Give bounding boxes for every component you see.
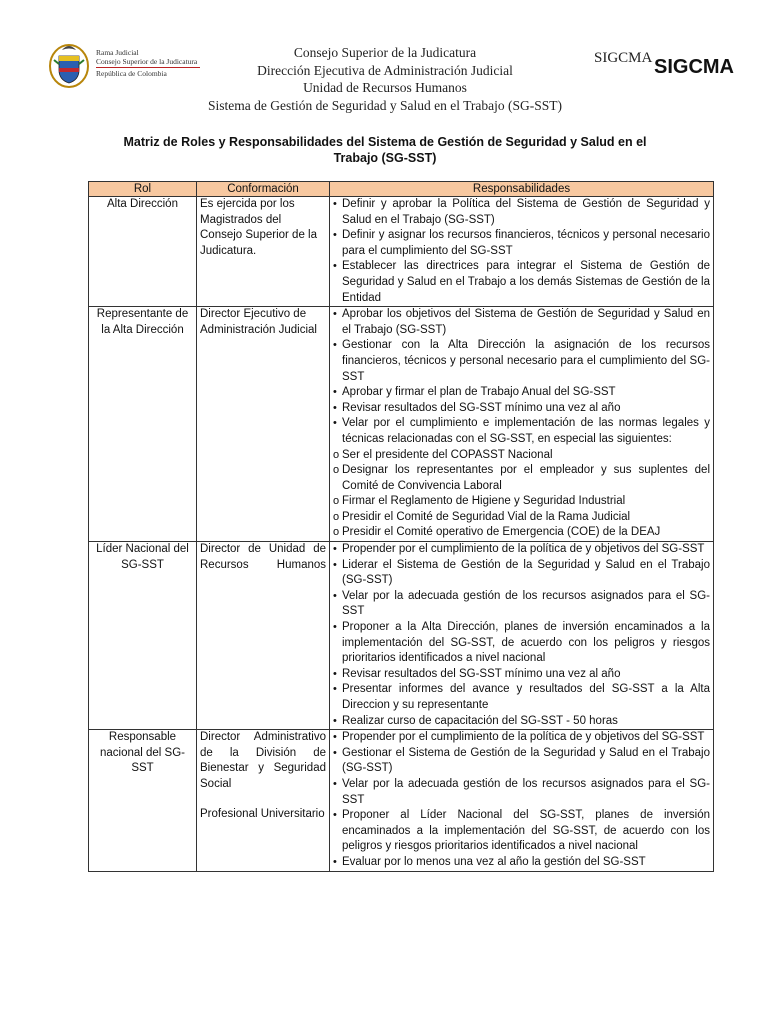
bullet-icon: • xyxy=(333,339,337,352)
document-header xyxy=(175,44,595,114)
list-item: • Propender por el cumplimiento de la política de y objetivos del SG-SST xyxy=(333,542,710,558)
bullet-icon: • xyxy=(333,809,337,822)
list-item: • Gestionar el Sistema de Gestión de la Seguridad y Salud en el Trabajo (SG-SST) xyxy=(333,746,710,775)
conformacion-cell xyxy=(197,730,330,871)
conformacion-cell: Director Ejecutivo de Administración Judicial xyxy=(197,307,330,542)
list-item: • Aprobar y firmar el plan de Trabajo Anual del SG-SST xyxy=(333,385,710,401)
logo-line-2: Consejo Superior de la Judicatura xyxy=(96,57,198,66)
header-line-4: Sistema de Gestión de Seguridad y Salud en el Trabajo (SG-SST) xyxy=(208,97,562,113)
header-line-1: Consejo Superior de la Judicatura xyxy=(293,45,477,60)
sigcma-label-small: SIGCMA xyxy=(594,50,653,66)
logo-line-1: Rama Judicial xyxy=(96,48,139,57)
list-item: • Propender por el cumplimiento de la política de y objetivos del SG-SST xyxy=(333,730,710,746)
conformacion-text: Director Administrativo de la División de Bienestar y Seguridad Social xyxy=(200,731,326,790)
list-item: • Velar por la adecuada gestión de los recursos asignados para el SG-SST xyxy=(333,777,710,806)
header-responsabilidades: Responsabilidades xyxy=(330,182,714,197)
header-rol: Rol xyxy=(89,182,197,197)
circle-bullet-icon: o xyxy=(333,526,340,539)
bullet-icon: • xyxy=(333,229,337,242)
bullet-icon: • xyxy=(333,198,337,210)
table-row xyxy=(89,197,714,307)
bullet-icon: • xyxy=(333,667,337,680)
list-item: • Definir y aprobar la Política del Sistema de Gestión de Seguridad y Salud en el Trabajo (SG-SST) xyxy=(333,198,710,226)
circle-bullet-icon: o xyxy=(333,464,340,477)
circle-bullet-icon: o xyxy=(333,510,340,523)
bullet-icon: • xyxy=(333,543,337,556)
roles-matrix-table xyxy=(88,181,714,872)
logo-line-3: República de Colombia xyxy=(96,69,167,78)
list-item: • Realizar curso de capacitación del SG-SST - 50 horas xyxy=(333,714,710,730)
bullet-icon: • xyxy=(333,558,337,571)
list-item: • Gestionar con la Alta Dirección la asignación de los recursos financieros, técnicos y personal necesario para el cumplimiento del SG-SST xyxy=(333,339,710,383)
list-item: • Liderar el Sistema de Gestión de la Seguridad y Salud en el Trabajo (SG-SST) xyxy=(333,558,710,587)
list-item: • Revisar resultados del SG-SST mínimo una vez al año xyxy=(333,667,710,683)
conformacion-text-2: Profesional Universitario xyxy=(200,807,325,820)
table-row xyxy=(89,542,714,730)
responsabilidades-cell xyxy=(330,730,714,871)
bullet-icon: • xyxy=(333,746,337,759)
bullet-icon: • xyxy=(333,855,337,868)
sigcma-label-large: SIGCMA xyxy=(654,56,734,78)
rol-cell: Responsable nacional del SG-SST xyxy=(89,730,197,871)
responsabilidades-cell xyxy=(330,197,714,307)
bullet-icon: • xyxy=(333,401,337,414)
list-item: • Velar por la adecuada gestión de los recursos asignados para el SG-SST xyxy=(333,589,710,618)
sub-list-item: o Designar los representantes por el empleador y sus suplentes del Comité de Convivencia Laboral xyxy=(333,464,710,492)
circle-bullet-icon: o xyxy=(333,448,340,461)
coat-of-arms-icon xyxy=(46,40,92,90)
conformacion-cell: Director de Unidad de Recursos Humanos xyxy=(197,542,330,730)
list-item: • Establecer las directrices para integrar el Sistema de Gestión de Seguridad y Salud en el Trabajo a los demás Sistemas de Gestión de la Entidad xyxy=(333,260,710,304)
bullet-icon: • xyxy=(333,308,337,321)
list-item: • Revisar resultados del SG-SST mínimo una vez al año xyxy=(333,401,710,417)
list-item: • Proponer a la Alta Dirección, planes de inversión encaminados a la implementación del SG-SST, de acuerdo con los peligros y riesgos prioritarios identificados a nivel nacional xyxy=(333,621,710,665)
circle-bullet-icon: o xyxy=(333,495,340,508)
bullet-icon: • xyxy=(333,386,337,399)
bullet-icon: • xyxy=(333,260,337,273)
bullet-icon: • xyxy=(333,777,337,790)
spacer xyxy=(200,793,326,807)
sub-list-item: o Firmar el Reglamento de Higiene y Seguridad Industrial xyxy=(333,494,710,510)
list-item: • Proponer al Líder Nacional del SG-SST, planes de inversión encaminados a la implementación del SG-SST, de acuerdo con los peligros y riesgos prioritarios identificados a nivel nacional xyxy=(333,809,710,853)
sub-list-item: o Presidir el Comité de Seguridad Vial de la Rama Judicial xyxy=(333,510,710,526)
bullet-icon: • xyxy=(333,589,337,602)
table-row xyxy=(89,730,714,871)
header-conformacion: Conformación xyxy=(197,182,330,197)
list-item: • Evaluar por lo menos una vez al año la gestión del SG-SST xyxy=(333,855,710,871)
bullet-icon: • xyxy=(333,621,337,634)
conformacion-cell: Es ejercida por los Magistrados del Consejo Superior de la Judicatura. xyxy=(197,197,330,307)
bullet-icon: • xyxy=(333,417,337,430)
list-item: • Velar por el cumplimiento e implementación de las normas legales y técnicas relacionadas con el SG-SST, en especial las siguientes: xyxy=(333,417,710,445)
rol-cell: Líder Nacional del SG-SST xyxy=(89,542,197,730)
list-item: • Definir y asignar los recursos financieros, técnicos y personal necesario para el cumplimiento del SG-SST xyxy=(333,229,710,257)
bullet-icon: • xyxy=(333,731,337,744)
header-line-2: Dirección Ejecutiva de Administración Judicial xyxy=(257,62,513,78)
rol-cell: Alta Dirección xyxy=(89,197,197,307)
list-item: • Aprobar los objetivos del Sistema de Gestión de Seguridad y Salud en el Trabajo (SG-SST) xyxy=(333,308,710,336)
responsabilidades-cell xyxy=(330,542,714,730)
bullet-icon: • xyxy=(333,714,337,727)
header-line-3: Unidad de Recursos Humanos xyxy=(303,80,467,95)
list-item: • Presentar informes del avance y resultados del SG-SST a la Alta Direccion y su representante xyxy=(333,683,710,711)
sub-list-item: o Ser el presidente del COPASST Nacional xyxy=(333,448,710,464)
sub-list-item: o Presidir el Comité operativo de Emergencia (COE) de la DEAJ xyxy=(333,525,710,541)
rol-cell: Representante de la Alta Dirección xyxy=(89,307,197,542)
table-row xyxy=(89,307,714,542)
document-title xyxy=(110,134,660,166)
title-line-2: Trabajo (SG-SST) xyxy=(333,151,437,165)
title-line-1: Matriz de Roles y Responsabilidades del Sistema de Gestión de Seguridad y Salud en el xyxy=(123,135,647,149)
table-header-row xyxy=(89,182,714,197)
responsabilidades-cell xyxy=(330,307,714,542)
bullet-icon: • xyxy=(333,683,337,696)
